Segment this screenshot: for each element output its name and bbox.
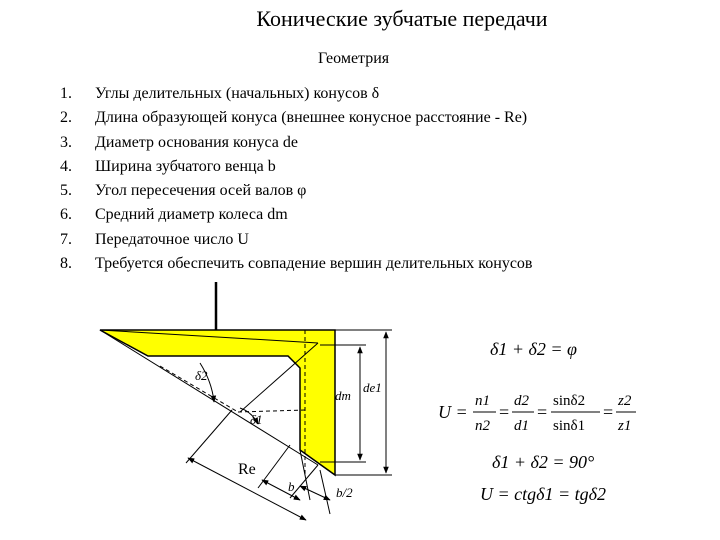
formula-ratio-lhs: U =	[438, 402, 468, 422]
ratio-term-numerator: n1	[475, 393, 490, 409]
extension-line	[258, 445, 290, 488]
list-item-text: Угол пересечения осей валов φ	[95, 182, 307, 200]
extension-line	[320, 470, 330, 514]
formula-ctg-tg: U = ctgδ1 = tgδ2	[480, 484, 607, 504]
page-subtitle: Геометрия	[318, 50, 390, 67]
label-re: Re	[238, 461, 256, 478]
ratio-term-denominator: n2	[475, 418, 490, 434]
label-b-half: b/2	[336, 485, 353, 500]
ratio-term-denominator: d1	[514, 418, 529, 434]
list-item-text: Диаметр основания конуса de	[95, 133, 299, 151]
list-item-number: 6.	[60, 206, 72, 224]
formula-right-angle: δ1 + δ2 = 90°	[492, 452, 595, 472]
formula-angle-sum: δ1 + δ2 = φ	[490, 339, 577, 359]
label-de: de1	[363, 380, 382, 395]
list-item-number: 7.	[60, 230, 72, 248]
ratio-term-numerator: z2	[618, 393, 632, 409]
list-item-text: Ширина зубчатого венца b	[95, 157, 276, 175]
ratio-term-denominator: sinδ1	[553, 418, 586, 434]
list-item-text: Углы делительных (начальных) конусов δ	[95, 85, 380, 102]
ratio-term-denominator: z1	[618, 418, 632, 434]
ratio-term-numerator: d2	[514, 393, 529, 409]
extension-line	[186, 410, 232, 463]
ratio-term-numerator: sinδ2	[553, 393, 586, 409]
label-dm: dm	[335, 388, 351, 403]
equals-sign: =	[537, 402, 548, 422]
equals-sign: =	[499, 402, 510, 422]
page-title-text: Конические зубчатые передачи	[256, 6, 548, 31]
list-item-number: 2.	[60, 109, 72, 127]
label-delta2: δ2	[195, 368, 208, 383]
list-item-number: 4.	[60, 157, 72, 175]
equals-sign: =	[603, 402, 614, 422]
list-item-number: 1.	[60, 85, 72, 102]
list-item-number: 8.	[60, 255, 72, 273]
label-b: b	[288, 479, 295, 494]
list-item-number: 5.	[60, 182, 72, 200]
label-delta1: δ1	[250, 412, 263, 427]
list-item-text: Передаточное число U	[95, 230, 249, 248]
formula-ratio	[473, 393, 636, 434]
list-item-text: Длина образующей конуса (внешнее конусное расстояние - Re)	[95, 109, 528, 127]
list-item-number: 3.	[60, 133, 72, 151]
list-item-text: Средний диаметр колеса dm	[95, 206, 288, 224]
list-item-text: Требуется обеспечить совпадение вершин делительных конусов	[95, 255, 533, 273]
